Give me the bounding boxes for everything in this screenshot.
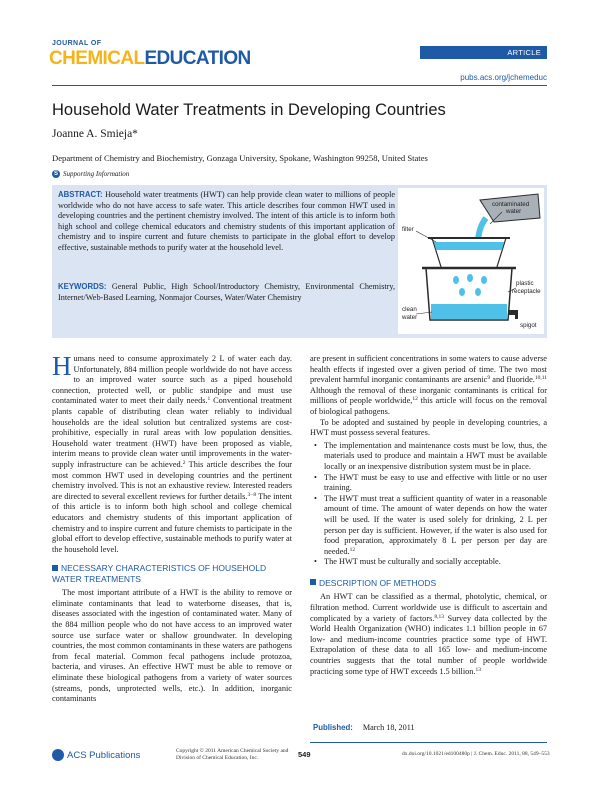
section-title: DESCRIPTION OF METHODS xyxy=(319,577,437,588)
published-label: Published: xyxy=(313,723,353,732)
ref-link[interactable]: 13 xyxy=(475,666,482,673)
copyright-line-1: Copyright © 2011 American Chemical Society and xyxy=(176,748,289,754)
label-receptacle: receptacle xyxy=(512,288,541,295)
abstract-text: Household water treatments (HWT) can help provide clean water to millions of people worldwide who do not have access to safe water. This article describes four common HWT used in developing countries and the pertinent chemistry involved. The intent of this article is to inform both high school and college chemical educators and chemistry students of this important application of chemistry and to inspire current and future chemists to participate in the global effort to develop effective, sustainable methods to purify water at the household level. xyxy=(58,190,395,252)
methods-text-b: Survey data collected by the World Health Organization (WHO) indicates 1.1 billion people in 67 low- and medium-income countries practice some type of HWT. Extrapolation of these data to all 165 low- and medium-income countries suggests that the total number of people worldwide practicing some type of HWT exceeds 1.5 billion. xyxy=(310,613,547,676)
label-clean: clean xyxy=(402,306,417,313)
left-column xyxy=(52,351,293,705)
p1-text-b: and fluoride. xyxy=(490,375,535,385)
water-drop xyxy=(459,288,465,296)
logo-education: EDUCATION xyxy=(144,48,251,69)
intro-text-a: umans need to consume approximately 2 L of water each day. Unfortunately, 884 million people worldwide do not have access to an improved water source such as a piped household connection, protected well, or public standpipe and must use contaminated water to meet their daily needs. xyxy=(52,354,292,406)
list-item: • The HWT must be culturally and socially acceptable. xyxy=(310,557,547,568)
filter-water xyxy=(434,242,504,250)
clean-water xyxy=(431,304,507,319)
intro-paragraph xyxy=(52,351,293,555)
header-rule xyxy=(52,85,547,86)
abstract-label: ABSTRACT: xyxy=(58,190,103,199)
water-drop xyxy=(481,276,487,284)
label-plastic: plastic xyxy=(516,280,534,287)
methods-text-a: An HWT can be classified as a thermal, photolytic, chemical, or filtration method. Current worldwide use is difficult to ascertain and complicated by a variety of factors. xyxy=(310,592,547,623)
section-heading xyxy=(310,578,547,589)
keywords-label: KEYWORDS: xyxy=(58,282,107,291)
published-date xyxy=(313,723,415,732)
features-paragraph: To be adopted and sustained by people in developing countries, a HWT must possess several features. xyxy=(310,417,547,438)
acs-publications-label: ACS Publications xyxy=(67,749,141,761)
features-list xyxy=(310,441,547,568)
article-title: Household Water Treatments in Developing Countries xyxy=(52,101,446,119)
copyright-line-2: Division of Chemical Education, Inc. xyxy=(176,755,259,761)
drop-cap: H xyxy=(52,351,72,381)
acs-publications-logo[interactable] xyxy=(52,749,140,761)
label-water: water xyxy=(506,208,522,215)
water-drop xyxy=(467,274,473,282)
author-affiliation: Department of Chemistry and Biochemistry, Gonzaga University, Spokane, Washington 99258, United States xyxy=(52,153,428,163)
continued-paragraph xyxy=(310,354,547,418)
methods-paragraph xyxy=(310,592,547,677)
water-filter-diagram xyxy=(398,188,544,334)
water-drop xyxy=(475,288,481,296)
published-value: March 18, 2011 xyxy=(362,723,415,732)
list-item xyxy=(310,494,547,558)
intro-text-d: The intent of this article is to inform both high school and college chemical educators and chemistry students of this important application of chemistry and to inspire current and future chemists to participate in the global effort to develop effective, sustainable methods to purify water at the household level. xyxy=(52,491,292,554)
journal-url[interactable]: pubs.acs.org/jchemeduc xyxy=(460,73,547,82)
journal-logo-top: JOURNAL OF xyxy=(52,40,102,47)
keywords xyxy=(58,282,395,303)
p1-text-a: are present in sufficient concentrations in some waters to cause adverse health effects if ingested over a given period of time. The two most prevalent harmful inorganic contaminants are arsenic xyxy=(310,354,547,385)
ref-link[interactable]: 3−8 xyxy=(247,491,257,498)
intro-text-c: This article describes the four most common HWT used in developing countries and the pertinent chemistry involved. This is not an exhaustive review. Interested readers are directed to several excellent reviews for further details. xyxy=(52,459,293,501)
page-number: 549 xyxy=(298,750,311,759)
bullet3-text: The HWT must treat a sufficient quantity of water in a reasonable amount of time. The amount of water depends on how the water will be used. If the water is used solely for drinking, 2 L per person per day is sufficient. However, if the water is also used for food preparation, approximately 8 L per person per day are needed. xyxy=(324,493,547,556)
ref-link[interactable]: 12 xyxy=(349,546,356,553)
p1-text-d: this article will focus on the removal of biological pathogens. xyxy=(310,396,547,416)
section-square-icon xyxy=(310,579,316,585)
water-drop xyxy=(453,276,459,284)
list-item: • The implementation and maintenance costs must be low, thus, the materials used to produce and maintain a HWT must be available locally or an inexpensive distribution system must be in place. xyxy=(310,441,547,473)
label-filter: filter xyxy=(402,226,414,233)
right-column xyxy=(310,354,547,677)
label-contaminated: contaminated xyxy=(492,201,530,208)
ref-link[interactable]: 8,13 xyxy=(434,613,445,620)
ref-link[interactable]: 12 xyxy=(412,396,418,403)
abstract xyxy=(58,190,395,254)
ref-link[interactable]: 10,11 xyxy=(534,375,548,382)
keywords-text: General Public, High School/Introductory Chemistry, Environmental Chemistry, Internet/Web-Based Learning, Nonmajor Courses, Water/Water Chemistry xyxy=(58,282,395,302)
ref-link[interactable]: 2 xyxy=(182,459,186,466)
acs-logo-icon xyxy=(52,749,64,761)
published-rule xyxy=(310,742,547,743)
journal-logo xyxy=(49,48,251,70)
intro-text-b: Conventional treatment plants capable of distributing clean water reliably to individual households are the ideal solution but centralized systems are cost-prohibitive, especially in rural areas with low population densities. Household water treatment (HWT) have been proposed as viable, interim means to provide clean water until improvements in the water-supply infrastructure can be achieved. xyxy=(52,396,293,469)
label-spigot: spigot xyxy=(520,322,537,329)
ref-link[interactable]: 1 xyxy=(207,396,211,403)
ref-link[interactable]: 9 xyxy=(487,375,491,382)
supporting-info-label: Supporting Information xyxy=(63,170,130,178)
supporting-info-link[interactable] xyxy=(52,170,129,178)
section-heading xyxy=(52,563,292,584)
p1-text-c: Although the removal of these inorganic contaminants is critical for millions of people worldwide, xyxy=(310,385,547,406)
list-item: • The HWT must be easy to use and effective with little or no user training. xyxy=(310,473,547,494)
section-square-icon xyxy=(52,565,58,571)
section1-paragraph: The most important attribute of a HWT is the ability to remove or eliminate contaminants that lead to waterborne diseases, that is, diseases associated with the ingestion of contaminated water. Many of the 884 million people who do not have access to an improved water source use surface water or shallow groundwater. In developing countries, the most common contaminants in these waters are pathogens from fecal material. Common fecal pathogens include protozoa, bacteria, and viruses. An effective HWT must be able to remove or eliminate these biological pathogens from a variety of water sources (streams, ponds, unprotected wells, etc.). In addition, inorganic contaminants xyxy=(52,588,292,704)
supporting-info-icon: S xyxy=(53,171,58,177)
abstract-figure xyxy=(398,188,544,334)
copyright-notice xyxy=(176,748,288,762)
author-name[interactable]: Joanne A. Smieja* xyxy=(52,128,138,140)
article-type-tag: ARTICLE xyxy=(420,46,547,59)
section-title: NECESSARY CHARACTERISTICS OF HOUSEHOLD WATER TREATMENTS xyxy=(52,563,267,584)
label-clean-water: water xyxy=(402,314,418,321)
doi-citation[interactable]: dx.doi.org/10.1021/ed100480p | J. Chem. Educ. 2011, 88, 549–553 xyxy=(402,751,550,757)
logo-chemical: CHEMICAL xyxy=(49,48,145,69)
